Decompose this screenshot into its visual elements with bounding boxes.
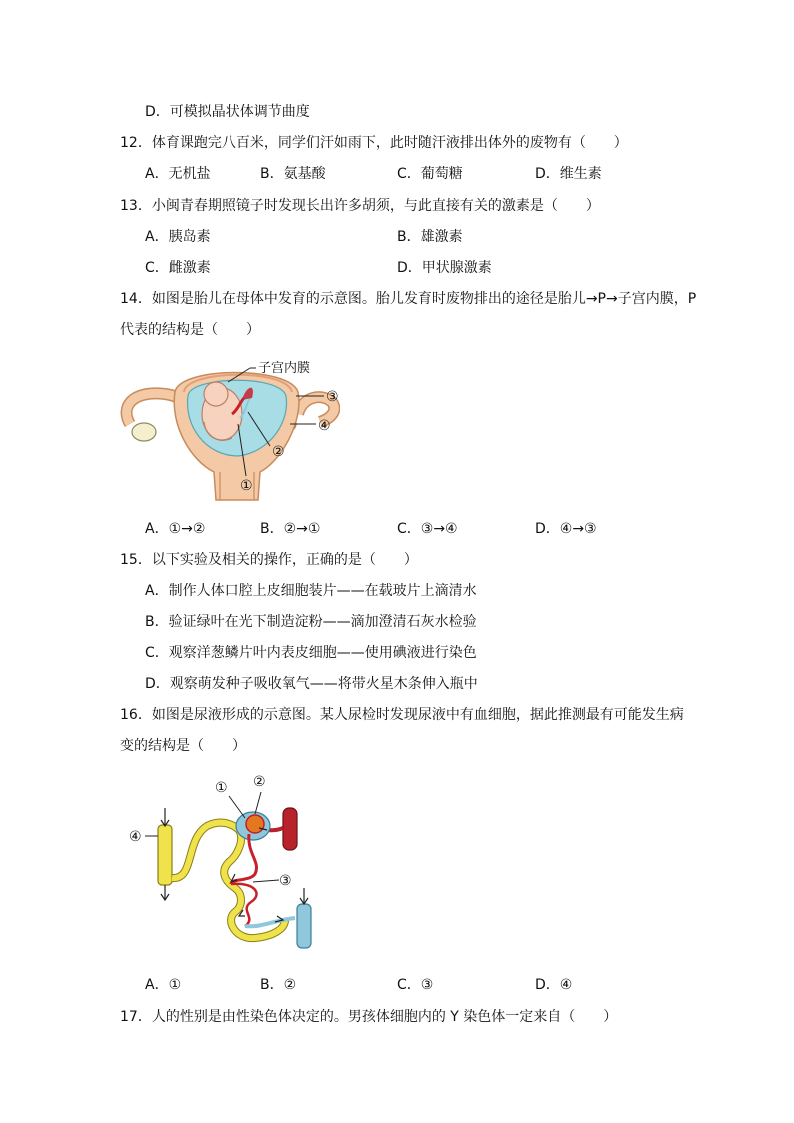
q16-option-a[interactable]: A．① bbox=[145, 977, 182, 993]
q15-option-b[interactable]: B．验证绿叶在光下制造淀粉——滴加澄清石灰水检验 bbox=[145, 614, 477, 630]
marker-1: ① bbox=[240, 478, 253, 494]
nephron-figure bbox=[125, 770, 325, 960]
marker-3: ③ bbox=[326, 389, 339, 405]
q14-stem-line1: 14．如图是胎儿在母体中发育的示意图。胎儿发育时废物排出的途径是胎儿→P→子宫内膜，P bbox=[120, 291, 697, 307]
marker-4: ④ bbox=[318, 418, 331, 434]
q11-option-d: D．可模拟晶状体调节曲度 bbox=[145, 104, 310, 120]
q16-stem-line1: 16．如图是尿液形成的示意图。某人尿检时发现尿液中有血细胞，据此推测最有可能发生病 bbox=[120, 707, 684, 723]
q14-option-a[interactable]: A．①→② bbox=[145, 521, 206, 537]
marker-3: ③ bbox=[279, 873, 292, 889]
fetus-uterus-figure bbox=[120, 352, 340, 504]
uterus-drawing bbox=[127, 368, 335, 500]
marker-4: ④ bbox=[129, 829, 142, 845]
q17-stem: 17．人的性别是由性染色体决定的。男孩体细胞内的 Y 染色体一定来自（ ） bbox=[120, 1009, 618, 1025]
q12-option-b[interactable]: B．氨基酸 bbox=[260, 166, 326, 182]
q16-stem-line2: 变的结构是（ ） bbox=[120, 738, 246, 754]
q15-option-a[interactable]: A．制作人体口腔上皮细胞装片——在载玻片上滴清水 bbox=[145, 583, 477, 599]
marker-1: ① bbox=[215, 780, 228, 796]
q13-option-d[interactable]: D．甲状腺激素 bbox=[397, 260, 492, 276]
label-endometrium: 子宫内膜 bbox=[258, 361, 311, 376]
q13-stem: 13．小闽青春期照镜子时发现长出许多胡须，与此直接有关的激素是（ ） bbox=[120, 198, 600, 214]
q15-stem: 15．以下实验及相关的操作，正确的是（ ） bbox=[120, 552, 418, 568]
q14-option-c[interactable]: C．③→④ bbox=[397, 521, 458, 537]
q16-option-b[interactable]: B．② bbox=[260, 977, 297, 993]
q12-option-d[interactable]: D．维生素 bbox=[535, 166, 602, 182]
q12-option-c[interactable]: C．葡萄糖 bbox=[397, 166, 463, 182]
q14-option-b[interactable]: B．②→① bbox=[260, 521, 321, 537]
q12-stem: 12．体育课跑完八百米，同学们汗如雨下，此时随汗液排出体外的废物有（ ） bbox=[120, 135, 628, 151]
q13-option-c[interactable]: C．雌激素 bbox=[145, 260, 211, 276]
marker-2: ② bbox=[253, 774, 266, 790]
q14-stem-line2: 代表的结构是（ ） bbox=[120, 322, 260, 338]
q14-option-d[interactable]: D．④→③ bbox=[535, 521, 597, 537]
q15-option-d[interactable]: D．观察萌发种子吸收氧气——将带火星木条伸入瓶中 bbox=[145, 676, 478, 692]
q12-option-a[interactable]: A．无机盐 bbox=[145, 166, 211, 182]
nephron-drawing bbox=[145, 792, 311, 948]
q16-option-d[interactable]: D．④ bbox=[535, 977, 573, 993]
q15-option-c[interactable]: C．观察洋葱鳞片叶内表皮细胞——使用碘液进行染色 bbox=[145, 645, 477, 661]
q13-option-b[interactable]: B．雄激素 bbox=[397, 229, 463, 245]
q13-option-a[interactable]: A．胰岛素 bbox=[145, 229, 211, 245]
marker-2: ② bbox=[272, 444, 285, 460]
q16-option-c[interactable]: C．③ bbox=[397, 977, 434, 993]
